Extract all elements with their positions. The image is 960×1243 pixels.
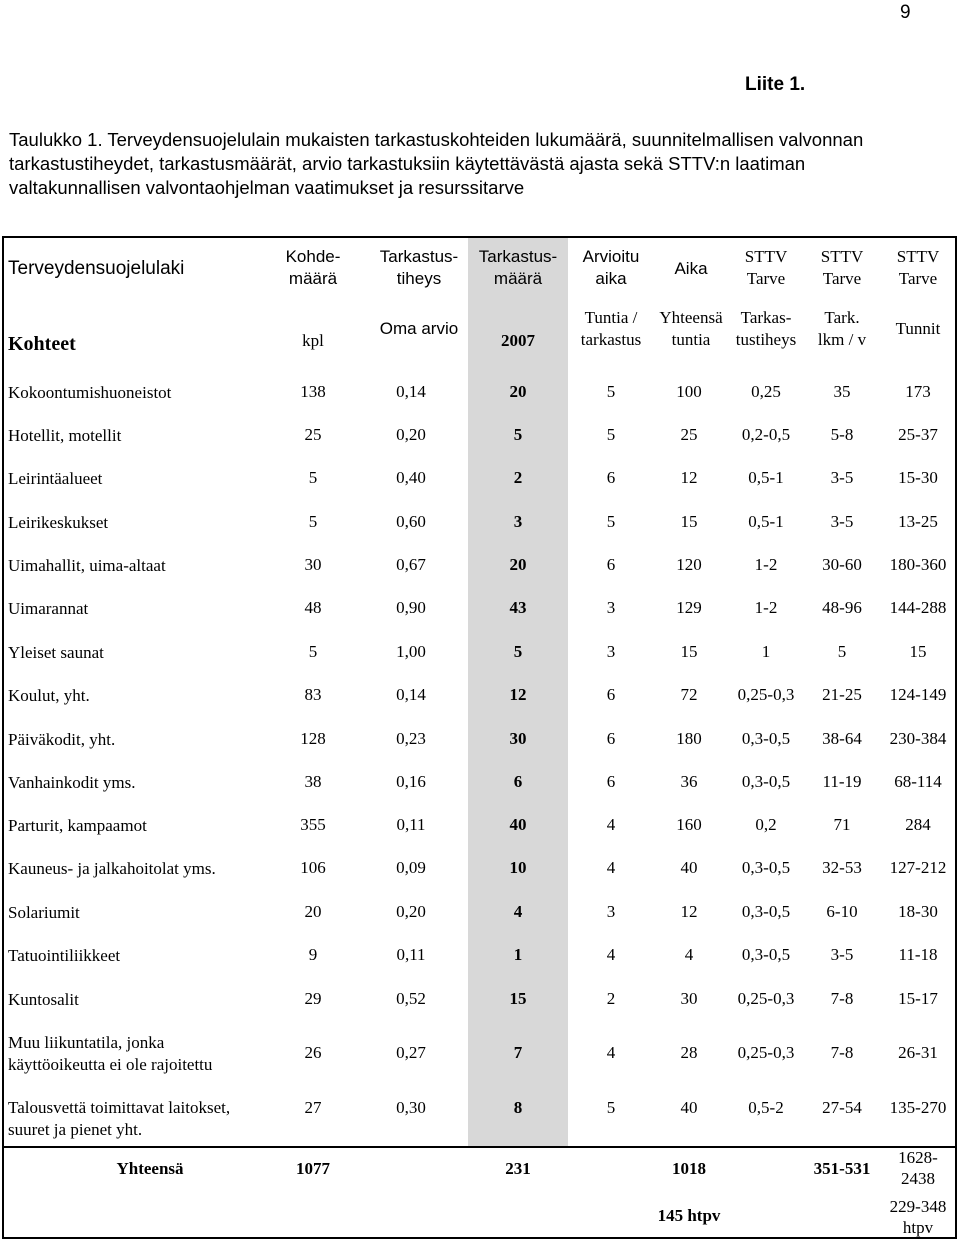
cell-tarkastustiheys: 1,00 xyxy=(396,642,426,661)
totals-kohdemaara: 1077 xyxy=(296,1159,330,1178)
cell-tarkastusmaara: 5 xyxy=(513,425,523,444)
cell-sttv-tiheys: 0,3-0,5 xyxy=(741,945,791,964)
row-label: Hotellit, motellit xyxy=(8,426,122,445)
cell-arvioitu-aika: 2 xyxy=(606,989,616,1008)
cell-tarkastustiheys: 0,40 xyxy=(396,468,426,487)
totals-sttv-htpv: 229-348 htpv xyxy=(889,1197,947,1237)
cell-aika-yhteensa: 4 xyxy=(684,945,694,964)
cell-sttv-lkm: 3-5 xyxy=(830,945,854,964)
totals-htpv: 145 htpv xyxy=(657,1206,721,1225)
cell-kohdemaara: 30 xyxy=(304,555,322,574)
cell-arvioitu-aika: 5 xyxy=(606,1098,616,1117)
cell-sttv-tunnit: 15-17 xyxy=(898,989,938,1008)
cell-sttv-tiheys: 0,2-0,5 xyxy=(741,425,791,444)
cell-sttv-lkm: 7-8 xyxy=(830,989,854,1008)
cell-sttv-lkm: 38-64 xyxy=(822,729,862,748)
totals-tunnit: 1018 xyxy=(672,1159,706,1178)
row-label: Kokoontumishuoneistot xyxy=(8,383,172,402)
cell-kohdemaara: 5 xyxy=(308,468,318,487)
appendix-label: Liite 1. xyxy=(745,74,806,95)
cell-sttv-lkm: 48-96 xyxy=(822,598,862,617)
cell-sttv-lkm: 30-60 xyxy=(822,555,862,574)
cell-sttv-lkm: 7-8 xyxy=(830,1043,854,1062)
row-label: Vanhainkodit yms. xyxy=(8,773,136,792)
cell-tarkastusmaara: 8 xyxy=(513,1098,523,1117)
col-sttv-tunnit-header: STTV Tarve xyxy=(896,247,940,288)
cell-aika-yhteensa: 40 xyxy=(680,858,698,877)
totals-label: Yhteensä xyxy=(116,1159,184,1178)
cell-aika-yhteensa: 36 xyxy=(680,772,698,791)
col-tarkastusmaara-year: 2007 xyxy=(501,331,535,350)
cell-sttv-tunnit: 144-288 xyxy=(889,598,947,617)
cell-arvioitu-aika: 6 xyxy=(606,729,616,748)
totals-sttv-lkm: 351-531 xyxy=(813,1159,871,1178)
cell-tarkastusmaara: 1 xyxy=(513,945,523,964)
cell-aika-yhteensa: 30 xyxy=(680,989,698,1008)
row-label: Talousvettä toimittavat laitokset, suuret ja pienet yht. xyxy=(8,1098,231,1139)
cell-tarkastusmaara: 2 xyxy=(513,468,523,487)
totals-sttv-tunnit: 1628- 2438 xyxy=(898,1148,938,1188)
cell-tarkastustiheys: 0,30 xyxy=(396,1098,426,1117)
cell-tarkastusmaara: 4 xyxy=(513,902,523,921)
cell-tarkastustiheys: 0,09 xyxy=(396,858,426,877)
cell-kohdemaara: 138 xyxy=(300,382,326,401)
cell-tarkastusmaara: 5 xyxy=(513,642,523,661)
cell-kohdemaara: 83 xyxy=(304,685,322,704)
cell-tarkastusmaara: 20 xyxy=(509,555,527,574)
cell-kohdemaara: 5 xyxy=(308,512,318,531)
cell-tarkastusmaara: 12 xyxy=(509,685,527,704)
row-label: Kauneus- ja jalkahoitolat yms. xyxy=(8,859,216,878)
cell-sttv-tunnit: 13-25 xyxy=(898,512,938,531)
cell-kohdemaara: 25 xyxy=(304,425,322,444)
cell-kohdemaara: 9 xyxy=(308,945,318,964)
cell-tarkastusmaara: 3 xyxy=(513,512,523,531)
cell-arvioitu-aika: 4 xyxy=(606,1043,616,1062)
cell-tarkastustiheys: 0,67 xyxy=(396,555,426,574)
cell-sttv-tunnit: 15 xyxy=(909,642,927,661)
cell-tarkastustiheys: 0,27 xyxy=(396,1043,426,1062)
cell-kohdemaara: 27 xyxy=(304,1098,322,1117)
row-label: Tatuointiliikkeet xyxy=(8,946,121,965)
col-arvioitu-aika-unit: Tuntia / tarkastus xyxy=(580,308,642,349)
cell-sttv-tiheys: 1-2 xyxy=(754,555,778,574)
law-heading: Terveydensuojelulaki xyxy=(8,258,185,279)
row-label: Koulut, yht. xyxy=(8,686,90,705)
cell-tarkastustiheys: 0,60 xyxy=(396,512,426,531)
col-tarkastustiheys-unit: Oma arvio xyxy=(379,319,459,338)
cell-aika-yhteensa: 25 xyxy=(680,425,698,444)
cell-sttv-tiheys: 0,3-0,5 xyxy=(741,902,791,921)
cell-arvioitu-aika: 6 xyxy=(606,772,616,791)
cell-tarkastusmaara: 7 xyxy=(513,1043,523,1062)
cell-sttv-lkm: 5 xyxy=(837,642,847,661)
cell-sttv-tiheys: 0,3-0,5 xyxy=(741,772,791,791)
cell-sttv-tunnit: 135-270 xyxy=(889,1098,947,1117)
cell-tarkastusmaara: 40 xyxy=(509,815,527,834)
cell-sttv-tunnit: 25-37 xyxy=(898,425,938,444)
col-kohdemaara-header: Kohde- määrä xyxy=(285,247,341,288)
cell-arvioitu-aika: 5 xyxy=(606,425,616,444)
cell-sttv-tunnit: 127-212 xyxy=(889,858,947,877)
col-sttv-lkm-unit: Tark. lkm / v xyxy=(817,308,867,349)
col-tarkastustiheys-header: Tarkastus- tiheys xyxy=(379,247,459,288)
cell-tarkastustiheys: 0,52 xyxy=(396,989,426,1008)
row-label: Kuntosalit xyxy=(8,990,79,1009)
row-label: Uimahallit, uima-altaat xyxy=(8,556,166,575)
cell-tarkastusmaara: 30 xyxy=(509,729,527,748)
cell-tarkastustiheys: 0,11 xyxy=(396,815,426,834)
cell-arvioitu-aika: 5 xyxy=(606,382,616,401)
cell-arvioitu-aika: 6 xyxy=(606,555,616,574)
cell-kohdemaara: 5 xyxy=(308,642,318,661)
cell-tarkastustiheys: 0,23 xyxy=(396,729,426,748)
cell-sttv-tunnit: 18-30 xyxy=(898,902,938,921)
cell-aika-yhteensa: 15 xyxy=(680,642,698,661)
cell-tarkastustiheys: 0,90 xyxy=(396,598,426,617)
cell-aika-yhteensa: 12 xyxy=(680,902,698,921)
cell-sttv-tiheys: 0,5-1 xyxy=(748,468,784,487)
cell-arvioitu-aika: 4 xyxy=(606,945,616,964)
cell-aika-yhteensa: 180 xyxy=(676,729,702,748)
row-label: Muu liikuntatila, jonka käyttöoikeutta ei ole rajoitettu xyxy=(8,1033,213,1074)
cell-sttv-lkm: 71 xyxy=(833,815,851,834)
cell-tarkastusmaara: 10 xyxy=(509,858,527,877)
cell-arvioitu-aika: 4 xyxy=(606,858,616,877)
kohteet-heading: Kohteet xyxy=(8,333,76,355)
cell-sttv-tiheys: 0,3-0,5 xyxy=(741,729,791,748)
row-label: Uimarannat xyxy=(8,599,89,618)
cell-arvioitu-aika: 6 xyxy=(606,468,616,487)
totals-divider xyxy=(2,1146,957,1148)
cell-aika-yhteensa: 72 xyxy=(680,685,698,704)
cell-tarkastusmaara: 15 xyxy=(509,989,527,1008)
cell-tarkastusmaara: 6 xyxy=(513,772,523,791)
cell-kohdemaara: 20 xyxy=(304,902,322,921)
cell-kohdemaara: 355 xyxy=(300,815,326,834)
row-label: Parturit, kampaamot xyxy=(8,816,147,835)
cell-aika-yhteensa: 40 xyxy=(680,1098,698,1117)
cell-aika-yhteensa: 160 xyxy=(676,815,702,834)
col-arvioitu-aika-header: Arvioitu aika xyxy=(582,247,640,288)
cell-sttv-lkm: 21-25 xyxy=(822,685,862,704)
table-caption: Taulukko 1. Terveydensuojelulain mukaisten tarkastuskohteiden lukumäärä, suunnitelmallisen valvonnan tarkastustiheydet, tarkastusmäärät, arvio tarkastuksiin käytettävästä ajasta sekä STTV:n laatiman valtakunnallisen valvontaohjelman vaatimukset ja resurssitarve xyxy=(9,129,864,198)
cell-sttv-tiheys: 0,5-2 xyxy=(748,1098,784,1117)
cell-tarkastustiheys: 0,11 xyxy=(396,945,426,964)
cell-sttv-tunnit: 284 xyxy=(905,815,931,834)
cell-sttv-tunnit: 11-18 xyxy=(898,945,938,964)
cell-kohdemaara: 106 xyxy=(300,858,326,877)
cell-sttv-tiheys: 0,5-1 xyxy=(748,512,784,531)
cell-sttv-tunnit: 173 xyxy=(905,382,931,401)
cell-arvioitu-aika: 3 xyxy=(606,642,616,661)
cell-sttv-tunnit: 230-384 xyxy=(889,729,947,748)
cell-sttv-lkm: 11-19 xyxy=(822,772,862,791)
cell-aika-yhteensa: 120 xyxy=(676,555,702,574)
cell-tarkastustiheys: 0,16 xyxy=(396,772,426,791)
cell-arvioitu-aika: 6 xyxy=(606,685,616,704)
cell-arvioitu-aika: 4 xyxy=(606,815,616,834)
row-label: Leirintäalueet xyxy=(8,469,103,488)
cell-sttv-tunnit: 26-31 xyxy=(898,1043,938,1062)
cell-sttv-tiheys: 0,25 xyxy=(751,382,781,401)
col-sttv-tiheys-header: STTV Tarve xyxy=(744,247,788,288)
cell-tarkastustiheys: 0,20 xyxy=(396,902,426,921)
cell-tarkastustiheys: 0,14 xyxy=(396,685,426,704)
cell-aika-yhteensa: 129 xyxy=(676,598,702,617)
col-aika-header: Aika xyxy=(674,259,708,278)
cell-kohdemaara: 26 xyxy=(304,1043,322,1062)
cell-sttv-lkm: 5-8 xyxy=(830,425,854,444)
cell-aika-yhteensa: 15 xyxy=(680,512,698,531)
cell-sttv-tunnit: 15-30 xyxy=(898,468,938,487)
cell-sttv-tiheys: 0,2 xyxy=(755,815,777,834)
cell-sttv-tunnit: 180-360 xyxy=(889,555,947,574)
col-kohdemaara-unit: kpl xyxy=(302,331,324,350)
col-sttv-tiheys-unit: Tarkas- tustiheys xyxy=(735,308,797,349)
cell-sttv-tiheys: 1 xyxy=(761,642,771,661)
cell-tarkastusmaara: 43 xyxy=(509,598,527,617)
cell-tarkastusmaara: 20 xyxy=(509,382,527,401)
totals-tarkastusmaara: 231 xyxy=(505,1159,531,1178)
page-number: 9 xyxy=(900,2,911,23)
col-sttv-tunnit-unit: Tunnit xyxy=(895,319,941,338)
cell-sttv-lkm: 3-5 xyxy=(830,468,854,487)
cell-arvioitu-aika: 3 xyxy=(606,902,616,921)
cell-kohdemaara: 29 xyxy=(304,989,322,1008)
cell-sttv-tiheys: 0,25-0,3 xyxy=(737,1043,795,1062)
cell-aika-yhteensa: 28 xyxy=(680,1043,698,1062)
row-label: Yleiset saunat xyxy=(8,643,104,662)
cell-sttv-tunnit: 68-114 xyxy=(894,772,942,791)
cell-tarkastustiheys: 0,14 xyxy=(396,382,426,401)
col-sttv-lkm-header: STTV Tarve xyxy=(820,247,864,288)
cell-arvioitu-aika: 3 xyxy=(606,598,616,617)
cell-aika-yhteensa: 100 xyxy=(676,382,702,401)
cell-kohdemaara: 48 xyxy=(304,598,322,617)
row-label: Päiväkodit, yht. xyxy=(8,730,116,749)
cell-sttv-lkm: 35 xyxy=(833,382,851,401)
cell-sttv-tiheys: 0,25-0,3 xyxy=(737,989,795,1008)
cell-kohdemaara: 38 xyxy=(304,772,322,791)
row-label: Leirikeskukset xyxy=(8,513,109,532)
cell-arvioitu-aika: 5 xyxy=(606,512,616,531)
cell-sttv-lkm: 32-53 xyxy=(822,858,862,877)
cell-sttv-lkm: 27-54 xyxy=(822,1098,862,1117)
cell-sttv-tunnit: 124-149 xyxy=(889,685,947,704)
cell-sttv-lkm: 6-10 xyxy=(826,902,858,921)
cell-tarkastustiheys: 0,20 xyxy=(396,425,426,444)
cell-kohdemaara: 128 xyxy=(300,729,326,748)
cell-sttv-lkm: 3-5 xyxy=(830,512,854,531)
cell-sttv-tiheys: 0,3-0,5 xyxy=(741,858,791,877)
cell-aika-yhteensa: 12 xyxy=(680,468,698,487)
cell-sttv-tiheys: 0,25-0,3 xyxy=(737,685,795,704)
row-label: Solariumit xyxy=(8,903,80,922)
col-aika-unit: Yhteensä tuntia xyxy=(659,308,723,349)
cell-sttv-tiheys: 1-2 xyxy=(754,598,778,617)
col-tarkastusmaara-header: Tarkastus- määrä xyxy=(478,247,558,288)
